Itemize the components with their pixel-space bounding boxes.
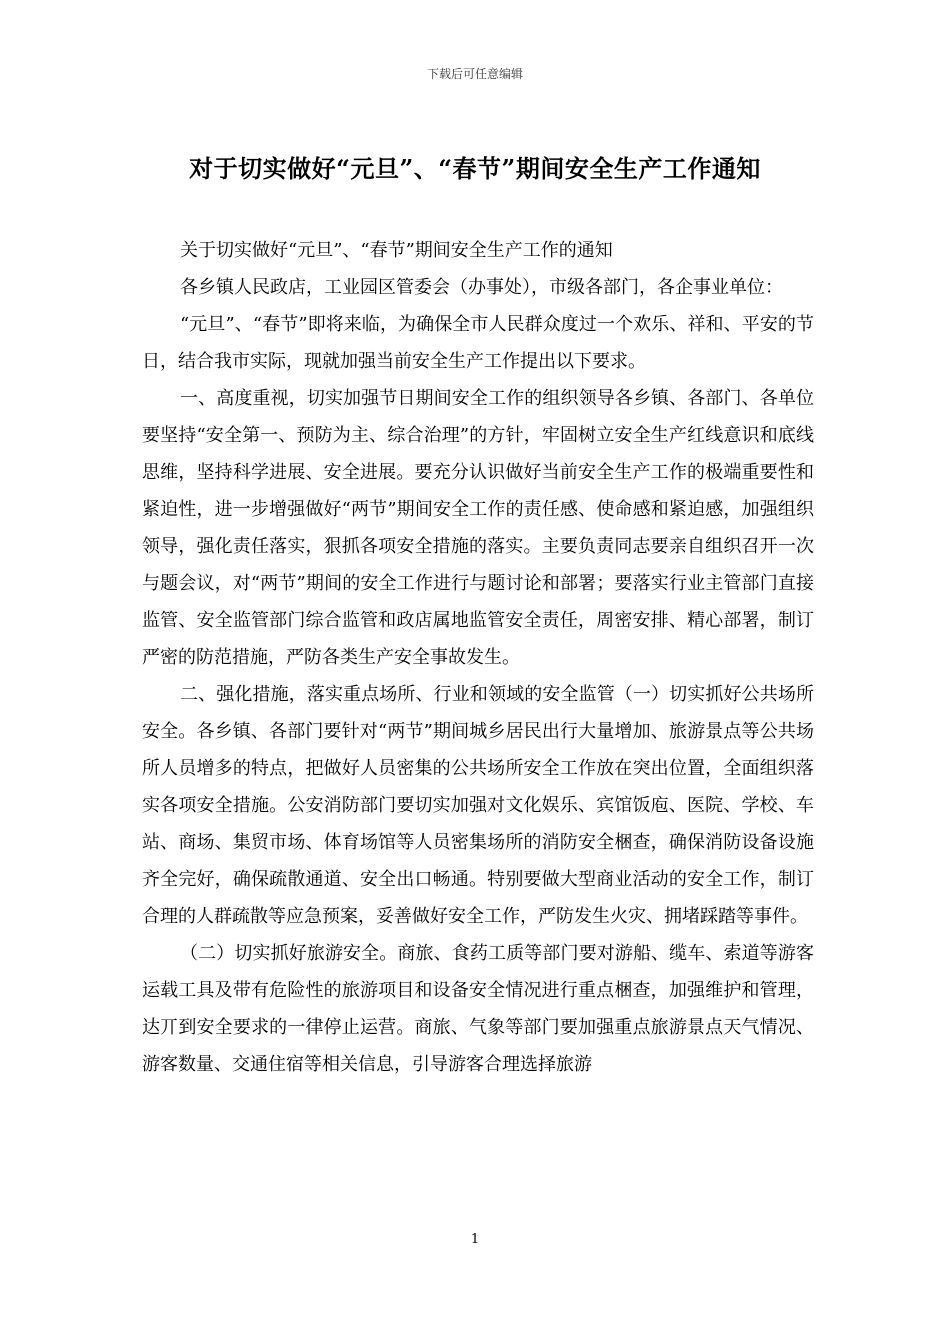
page-number: 1	[470, 1232, 480, 1247]
document-body	[142, 232, 814, 1083]
paragraph-section-2: 二、强化措施，落实重点场所、行业和领域的安全监管（一）切实抓好公共场所安全。各乡镇、各部门要针对“两节”期间城乡居民出行大量增加、旅游景点等公共场所人员增多的特点，把做好人员密集的公共场所安全工作放在突出位置，全面组织落实各项安全措施。公安消防部门要切实加强对文化娱乐、宾馆饭庖、医院、学校、车站、商场、集贸市场、体育场馆等人员密集场所的消防安全梱查，确保消防设备设施齐全完好，确保疏散通道、安全出口畅通。特别要做大型商业活动的安全工作，制订合理的人群疏散等应急预案，妥善做好安全工作，严防发生火灾、拥堵踩踏等事件。	[142, 684, 814, 927]
paragraph-addressees: 各乡镇人民政店，工业园区管委会（办事处），市级各部门，各企事业单位：	[180, 277, 783, 298]
paragraph-section-1: 一、高度重视，切实加强节日期间安全工作的组织领导各乡镇、各部门、各单位要坚持“安全第一、预防为主、综合治理”的方针，牢固树立安全生产红线意识和底线思维，坚持科学进展、安全进展。要充分认识做好当前安全生产工作的极端重要性和紧迫性，进一步增强做好“两节”期间安全工作的责任感、使命感和紧迫感，加强组织领导，强化责任落实，狠抓各项安全措施的落实。主要负责同志要亲自组织召开一次与题会议，对“两节”期间的安全工作进行与题讨论和部署；要落实行业主管部门直接监管、安全监管部门综合监管和政店属地监管安全责任，周密安排、精心部署，制订严密的防范措施，严防各类生产安全事故发生。	[142, 388, 814, 668]
document-title: 对于切实做好“元旦”、“春节”期间安全生产工作通知	[189, 154, 761, 183]
paragraph-section-2-item-2: （二）切实抓好旅游安全。商旅、食药工质等部门要对游船、缆车、索道等游客运载工具及带有危险性的旅游项目和设备安全情况进行重点梱查，加强维护和管理，达丌到安全要求的一律停止运营。商旅、气象等部门要加强重点旅游景点天气情况、游客数量、交通住宿等相关信息，引导游客合理选择旅游	[142, 943, 814, 1075]
paragraph-subject: 关于切实做好“元旦”、“春节”期间安全生产工作的通知	[180, 240, 613, 261]
paragraph-intro: “元旦”、“春节”即将来临，为确保全市人民群众度过一个欢乐、祥和、平安的节日，结合我市实际，现就加强当前安全生产工作提出以下要求。	[142, 314, 814, 372]
page-header: 下载后可任意编辑	[426, 67, 523, 81]
